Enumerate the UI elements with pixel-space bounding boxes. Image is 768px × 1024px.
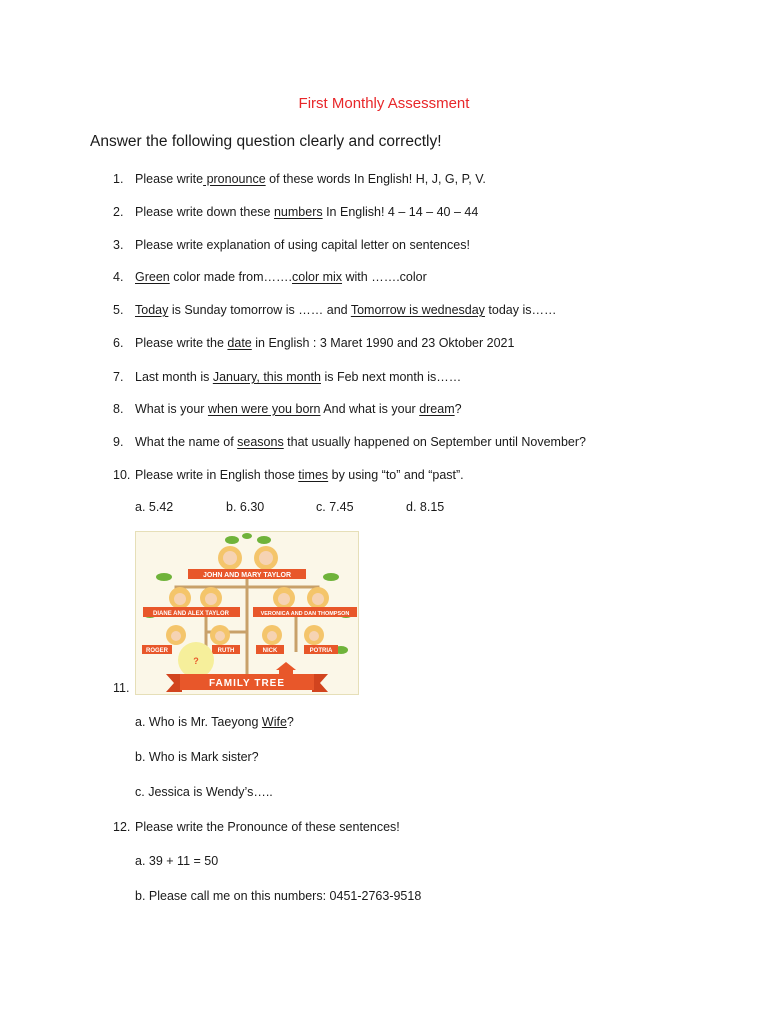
question-4: 4. Green color made from…….color mix with …….color [113,270,427,284]
page-title: First Monthly Assessment [298,95,470,112]
question-1: 1. Please write pronounce of these words In English! H, J, G, P, V. [113,172,486,186]
question-3: 3. Please write explanation of using capital letter on sentences! [113,238,470,252]
question-11: 11. [113,681,130,695]
question-5: 5. Today is Sunday tomorrow is …… and Tomorrow is wednesday today is…… [113,303,557,317]
tree-banner: FAMILY TREE [208,678,286,689]
tree-label-left: DIANE AND ALEX TAYLOR [153,611,229,617]
q11-sub-b: b. Who is Mark sister? [135,750,259,764]
question-9: 9. What the name of seasons that usually happened on September until November? [113,435,586,449]
family-tree-image [135,531,359,695]
tree-label-kid-4: POTRIA [309,648,333,654]
q10-option-c: c. 7.45 [316,500,354,514]
tree-label-kid-1: ROGER [145,648,169,654]
question-7: 7. Last month is January, this month is Feb next month is…… [113,370,462,384]
tree-label-kid-3: NICK [262,648,278,654]
tree-unknown-mark: ? [193,656,199,666]
tree-label-top: JOHN AND MARY TAYLOR [202,572,292,579]
q10-option-b: b. 6.30 [226,500,265,514]
instruction-text: Answer the following question clearly and correctly! [90,133,442,150]
tree-label-right: VERONICA AND DAN THOMPSON [260,611,350,617]
q12-sub-b: b. Please call me on this numbers: 0451-2763-9518 [135,889,422,903]
q11-sub-c: c. Jessica is Wendy’s….. [135,785,273,799]
q12-sub-a: a. 39 + 11 = 50 [135,854,219,868]
question-2: 2. Please write down these numbers In English! 4 – 14 – 40 – 44 [113,205,479,219]
q11-sub-a: a. Who is Mr. Taeyong Wife? [135,715,294,729]
question-10: 10. Please write in English those times by using “to” and “past”. [113,468,464,482]
tree-label-kid-2: RUTH [217,648,235,654]
question-6: 6. Please write the date in English : 3 Maret 1990 and 23 Oktober 2021 [113,336,515,350]
q10-option-d: d. 8.15 [406,500,445,514]
q10-option-a: a. 5.42 [135,500,174,514]
family-tree-illustration [136,532,358,694]
question-8: 8. What is your when were you born And what is your dream? [113,402,462,416]
question-12: 12. Please write the Pronounce of these sentences! [113,820,400,834]
